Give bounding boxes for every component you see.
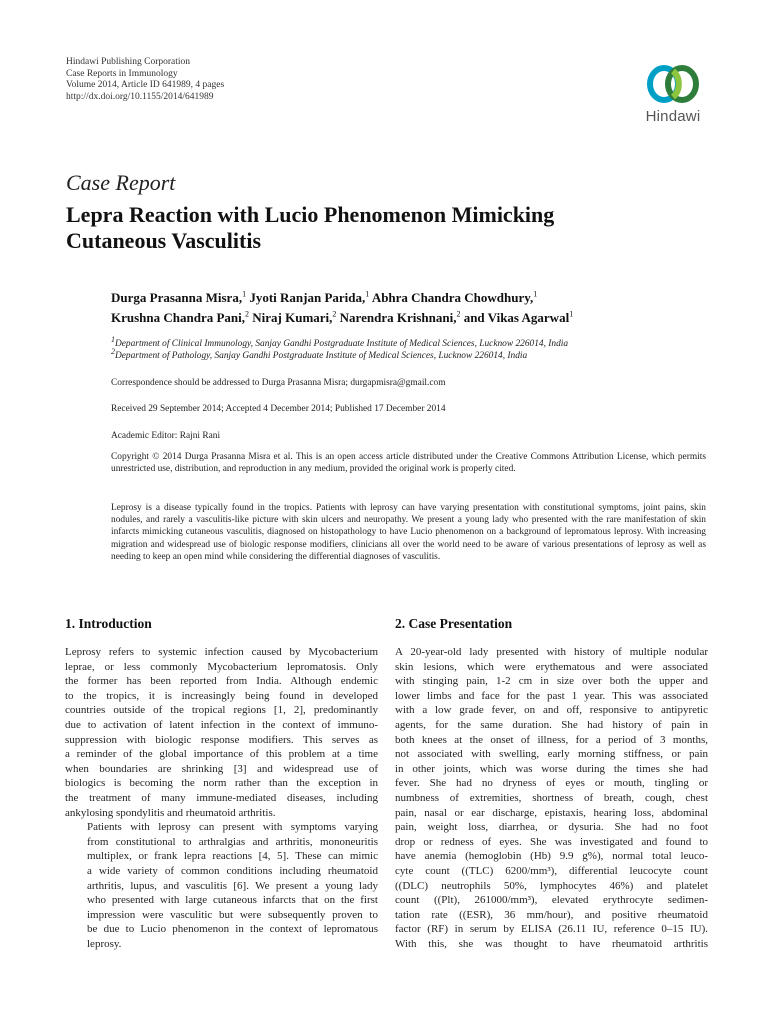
text-line: suppression with biologic response modifiers. This serves as xyxy=(65,733,378,746)
text-line: leprosy. xyxy=(87,937,122,950)
affiliation-sup: 1 xyxy=(111,334,115,344)
copyright-notice: Copyright © 2014 Durga Prasanna Misra et al. This is an open access article distributed under the Creative Commons Attribution License, which permits unrestricted use, distribution, and reproduction in any medium, provided the original work is properly cited. xyxy=(111,452,706,475)
logo-text: Hindawi xyxy=(645,108,701,125)
text-line: countries outside of the tropical regions [1, 2], predominantly xyxy=(65,704,378,717)
affiliation-sup: 2 xyxy=(111,347,115,357)
author-name[interactable]: Narendra Krishnani, xyxy=(339,310,457,325)
abstract: Leprosy is a disease typically found in the tropics. Patients with leprosy can have varying presentation with constitutional symptoms, joint pains, skin nodules, and rarely a vasculitis-like picture with skin ulcers and neuropathy. We present a young lady who presented with the rare manifestation of skin infarcts mimicking cutaneous vasculitis, diagnosed on histopathology to have Lucio phenomenon on a background of lepromatous leprosy. With increasing migration and widespread use of biologic response modifiers, clinicians all over the world need to be aware of various presentations of leprosy as well as needing to keep an open mind while considering the differential diagnoses of vasculitis. xyxy=(111,503,706,562)
text-line: with stinging pain, 1-2 cm in size over both the upper and xyxy=(395,675,708,688)
case-presentation-body xyxy=(395,645,708,951)
column-right xyxy=(395,616,708,951)
text-line: due to activation of latent infection in the context of immuno- xyxy=(65,718,378,731)
correspondence: Correspondence should be addressed to Durga Prasanna Misra; durgapmisra@gmail.com xyxy=(111,378,446,388)
author-name[interactable]: and Vikas Agarwal xyxy=(463,310,570,325)
author-affil-sup: 1 xyxy=(569,309,574,319)
author-affil-sup: 2 xyxy=(245,309,250,319)
author-name[interactable]: Jyoti Ranjan Parida, xyxy=(249,290,366,305)
title-line-1: Lepra Reaction with Lucio Phenomenon Mimicking xyxy=(66,202,555,227)
text-line: impression were vasculitic but were subsequently proven to xyxy=(87,908,378,921)
hindawi-rings-icon xyxy=(645,62,701,106)
text-line: from constitutional to arthralgias and arthritis, mononeuritis xyxy=(87,835,378,848)
case-paragraph-1 xyxy=(395,645,708,951)
text-line: pain, nasal or ear discharge, epistaxis, hearing loss, abdominal xyxy=(395,806,708,819)
author-name[interactable]: Abhra Chandra Chowdhury, xyxy=(371,290,534,305)
text-line: arthritis, lupus, and vasculitis [6]. We present a young lady xyxy=(87,879,378,892)
affiliation-2 xyxy=(111,347,711,362)
intro-paragraph-1 xyxy=(65,645,378,820)
author-affil-sup: 2 xyxy=(332,309,337,319)
doi-link[interactable]: http://dx.doi.org/10.1155/2014/641989 xyxy=(66,91,214,102)
text-line: with a low grade fever, on and off, responsive to antipyretic xyxy=(395,704,708,717)
text-line: ((DLC) neutrophils 50%, lymphocytes 46%) and platelet xyxy=(395,879,708,892)
column-left xyxy=(65,616,378,951)
author-affil-sup: 1 xyxy=(533,289,538,299)
author-list xyxy=(111,288,711,328)
author-line-2 xyxy=(111,308,711,328)
journal-metadata xyxy=(66,57,224,103)
text-line: both knees at the onset of illness, for a period of 3 months, xyxy=(395,733,708,746)
text-line: multiplex, or frank lepra reactions [4, 5]. These can mimic xyxy=(87,850,378,863)
hindawi-logo xyxy=(636,62,710,125)
text-line: lower limbs and face for the past 1 year. This was associated xyxy=(395,689,708,702)
text-line: the treatment of many immune-mediated diseases, including xyxy=(65,791,378,804)
academic-editor: Academic Editor: Rajni Rani xyxy=(111,431,221,441)
journal-name: Case Reports in Immunology xyxy=(66,68,178,79)
text-line: the former has been reported from India. Although endemic xyxy=(65,675,378,688)
text-line: A 20-year-old lady presented with history of multiple nodular xyxy=(395,646,708,658)
intro-paragraph-2 xyxy=(65,820,378,951)
affiliation-text: Department of Pathology, Sanjay Gandhi Postgraduate Institute of Medical Sciences, Lucknow 226014, India xyxy=(115,351,528,362)
text-line: not associated with swelling, early morning stiffness, or pain xyxy=(395,748,708,761)
text-line: pain, weight loss, diarrhea, or dysuria. She had no foot xyxy=(395,821,708,834)
text-line: tation rate ((ESR), 36 mm/hour), and positive rheumatoid xyxy=(395,908,708,921)
article-title xyxy=(66,202,706,254)
text-line: numbness of extremities, shortness of breath, cough, chest xyxy=(395,791,708,804)
text-line: leprae, or less commonly Mycobacterium lepromatosis. Only xyxy=(65,660,378,673)
affiliation-text: Department of Clinical Immunology, Sanjay Gandhi Postgraduate Institute of Medical Sciences, Lucknow 226014, India xyxy=(115,339,569,349)
text-line: fever. She had no dryness of eyes or mouth, tingling or xyxy=(395,777,708,790)
author-affil-sup: 1 xyxy=(365,289,370,299)
text-line: biologics is becoming the norm rather than the exception in xyxy=(65,777,378,790)
text-line: ankylosing spondylitis and rheumatoid arthritis. xyxy=(65,806,276,819)
author-affil-sup: 2 xyxy=(456,309,461,319)
text-line: Patients with leprosy can present with symptoms varying xyxy=(87,821,378,834)
text-line: agents, for the same duration. She had history of pain in xyxy=(395,718,708,731)
affiliations xyxy=(111,334,711,363)
article-type: Case Report xyxy=(66,170,176,195)
text-line: Leprosy refers to systemic infection caused by Mycobacterium xyxy=(65,646,378,658)
volume-info: Volume 2014, Article ID 641989, 4 pages xyxy=(66,80,225,91)
publisher-name: Hindawi Publishing Corporation xyxy=(66,57,191,67)
affiliation-1 xyxy=(111,334,711,350)
section-heading-introduction: 1. Introduction xyxy=(65,616,152,631)
text-line: factor (RF) in serum by ELISA (26.11 IU, reference 0–15 IU). xyxy=(395,923,708,936)
text-line: cyte count ((TLC) 6200/mm³), differential leucocyte count xyxy=(395,864,708,877)
text-line: a reminder of the global importance of this problem at a time xyxy=(65,748,378,761)
text-line: a wide variety of common conditions including rheumatoid xyxy=(87,864,378,877)
text-line: in other joints, which was worse during the times she had xyxy=(395,762,708,775)
text-line: have anemia (hemoglobin (Hb) 9.9 g%), normal total leuco- xyxy=(395,850,708,863)
introduction-body xyxy=(65,645,378,951)
section-heading-case-presentation: 2. Case Presentation xyxy=(395,616,513,631)
text-line: who presented with large cutaneous infarcts that on the first xyxy=(87,894,378,907)
publication-dates: Received 29 September 2014; Accepted 4 December 2014; Published 17 December 2014 xyxy=(111,404,446,414)
author-affil-sup: 1 xyxy=(242,289,247,299)
text-line: when boundaries are shrinking [3] and widespread use of xyxy=(65,762,378,775)
author-name[interactable]: Niraj Kumari, xyxy=(252,310,333,325)
author-name[interactable]: Durga Prasanna Misra, xyxy=(111,290,243,305)
author-name[interactable]: Krushna Chandra Pani, xyxy=(111,310,246,325)
text-line: drop or redness of eyes. She was investigated and found to xyxy=(395,835,708,848)
author-line-1 xyxy=(111,288,711,308)
text-line: be due to Lucio phenomenon in the context of lepromatous xyxy=(87,923,378,936)
text-line: With this, she was thought to have rheumatoid arthritis xyxy=(395,937,708,950)
text-line: count ((Plt), 261000/mm³), elevated erythrocyte sedimen- xyxy=(395,894,708,907)
text-line: to the tropics, it is increasingly being found in developed xyxy=(65,689,378,702)
text-line: skin lesions, which were erythematous and were associated xyxy=(395,660,708,673)
title-line-2: Cutaneous Vasculitis xyxy=(66,228,262,253)
